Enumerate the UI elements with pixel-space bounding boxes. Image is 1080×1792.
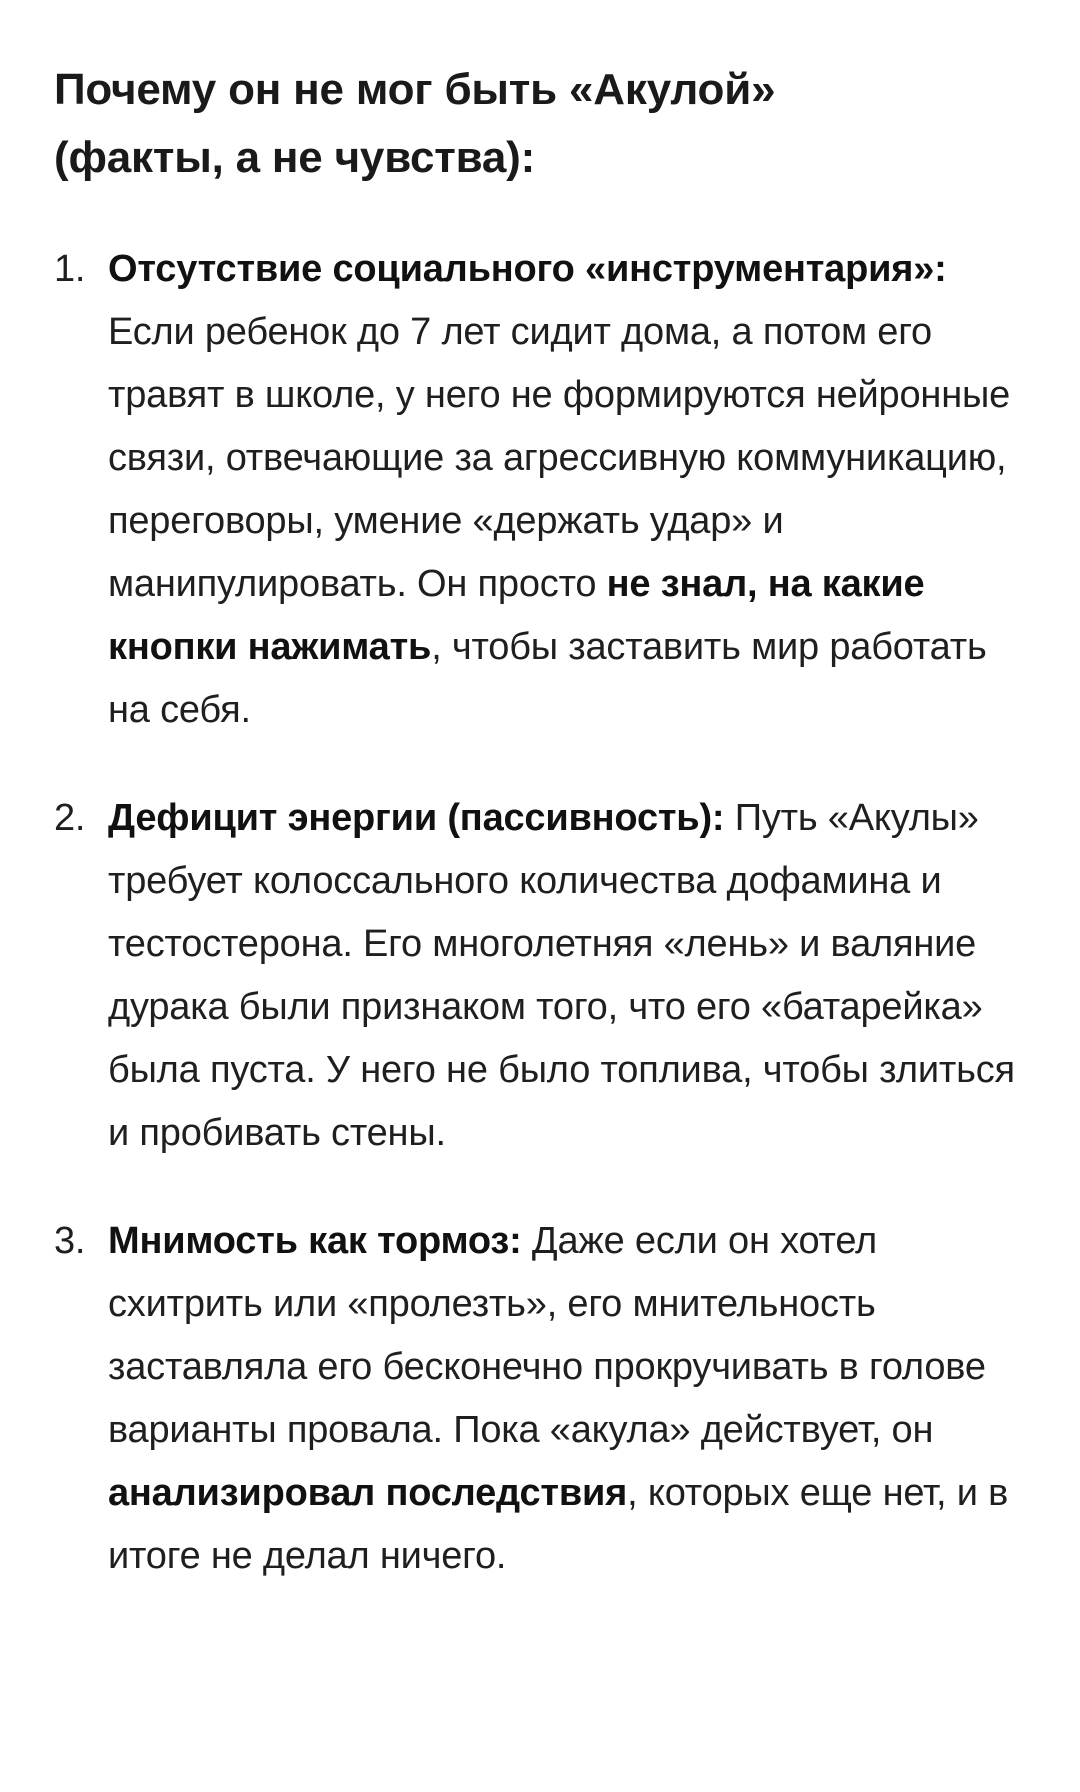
list-item bbox=[54, 238, 1020, 742]
list-item-emphasis: анализировал последствия bbox=[108, 1472, 628, 1514]
list-item-number: 1. bbox=[54, 248, 86, 290]
section-heading bbox=[54, 56, 1020, 192]
list-item-text: Путь «Акулы» требует колоссального количества дофамина и тестостерона. Его многолетняя «лень» и валяние дурака были признаком того, что его «батарейка» была пуста. У него не было топлива, чтобы злиться и пробивать стены. bbox=[108, 797, 1015, 1154]
list-item-title: Отсутствие социального «инструментария»: bbox=[108, 248, 947, 290]
list-item-title: Дефицит энергии (пассивность): bbox=[108, 797, 725, 839]
heading-line-2: (факты, а не чувства): bbox=[54, 133, 536, 182]
list-item-number: 3. bbox=[54, 1220, 86, 1262]
numbered-list bbox=[54, 238, 1020, 1588]
list-item-text: Если ребенок до 7 лет сидит дома, а потом его травят в школе, у него не формируются нейронные связи, отвечающие за агрессивную коммуникацию, переговоры, умение «держать удар» и манипулировать. Он просто bbox=[108, 311, 1011, 605]
list-item bbox=[54, 1210, 1020, 1588]
list-item-title: Мнимость как тормоз: bbox=[108, 1220, 522, 1262]
heading-line-1: Почему он не мог быть «Акулой» bbox=[54, 65, 776, 114]
list-item bbox=[54, 787, 1020, 1165]
list-item-text: Даже если он хотел схитрить или «пролезть», его мнительность заставляла его бесконечно прокручивать в голове варианты провала. Пока «акула» действует, он bbox=[108, 1220, 986, 1451]
list-item-text-end: , которых еще нет, и в итоге не делал ничего. bbox=[108, 1472, 1009, 1577]
list-item-emphasis: не знал, на какие кнопки нажимать bbox=[108, 563, 925, 668]
list-item-number: 2. bbox=[54, 797, 86, 839]
list-item-text-end: , чтобы заставить мир работать на себя. bbox=[108, 626, 987, 731]
